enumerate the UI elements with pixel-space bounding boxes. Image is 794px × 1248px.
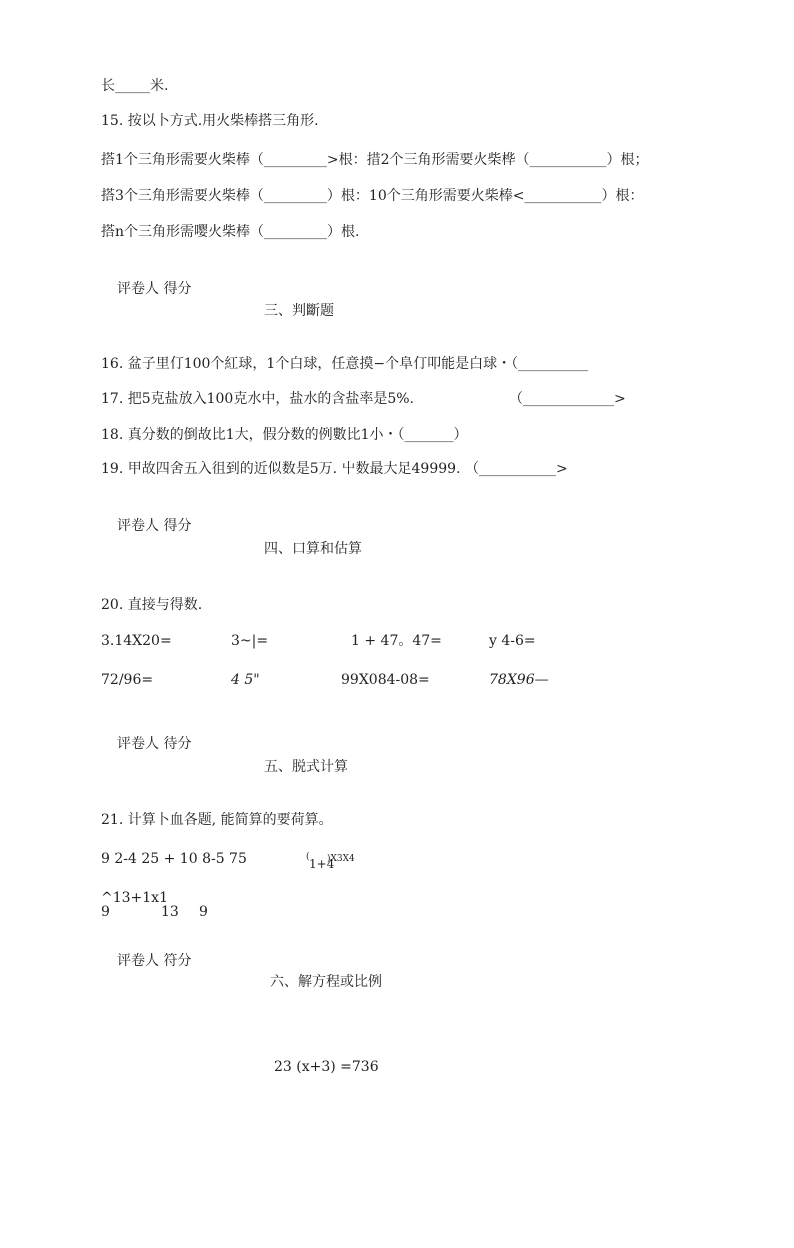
grader-label-3: 评卷人 得分 — [117, 281, 192, 297]
calc-r2-c3: 99X084-08= — [341, 672, 430, 688]
calc-r1-c1: 3.14X20= — [101, 633, 172, 649]
calc-r1-c2: 3~|= — [231, 633, 269, 649]
question-21: 21. 计算卜血各题, 能简算的要荷算。 — [101, 812, 333, 828]
expression-3-den-1: 9 — [101, 904, 110, 920]
calc-r2-c4: 78X96— — [489, 672, 549, 688]
question-20: 20. 直接与得数. — [101, 597, 203, 613]
expression-2-open: ( — [306, 852, 310, 862]
expression-3-den-3: 9 — [199, 904, 208, 920]
question-16: 16. 盆子里仃100个紅球，1个白球，任意摸−个阜仃叩能是白球・（__________ — [101, 356, 589, 372]
question-15-line-3: 搭n个三角形需嘤火柴棒（_________）根. — [101, 224, 360, 240]
calc-r2-c2: 4 5" — [231, 672, 260, 688]
calc-r1-c3: 1 + 47。47= — [351, 633, 442, 649]
expression-3-den-2: 13 — [161, 904, 179, 920]
question-17: 17. 把5克盐放入100克水中，盐水的含盐率是5%. — [101, 391, 415, 407]
grader-label-5: 评卷人 待分 — [117, 736, 192, 752]
question-15-line-1: 搭1个三角形需要火柴棒（_________>根：措2个三角形需要火柴桦（___________）根； — [101, 152, 649, 168]
expression-2-sum: 1+4 — [309, 857, 335, 871]
section-5-title: 五、脱式计算 — [264, 759, 348, 775]
expression-2-tail: )X3X4 — [327, 854, 355, 864]
question-19: 19. 甲故四舍五入徂到的近似数是5万. 屮数最大足49999. （___________> — [101, 461, 568, 477]
section-6-title: 六、解方程或比例 — [270, 974, 382, 990]
calc-r1-c4: y 4-6= — [489, 633, 536, 649]
expression-1: 9 2-4 25 + 10 8-5 75 — [101, 851, 247, 867]
question-15-title: 15. 按以卜方式.用火柴棒搭三角形. — [101, 113, 319, 129]
grader-label-6: 评卷人 符分 — [117, 953, 192, 969]
section-4-title: 四、口算和估算 — [264, 541, 362, 557]
question-15-line-2: 搭3个三角形需要火柴棒（_________）根：10个三角形需要火柴棒<___________）根： — [101, 188, 644, 204]
question-17-blank: （_____________> — [509, 391, 626, 407]
question-18: 18. 真分数的倒故比1大，假分数的例數比1小・（_______） — [101, 427, 468, 443]
expression-3-top: ^13+1x1 — [101, 890, 168, 906]
question-14-tail: 长_____米. — [101, 78, 169, 94]
section-3-title: 三、判斷题 — [264, 303, 334, 319]
equation: 23 (x+3) =736 — [274, 1059, 379, 1075]
calc-r2-c1: 72/96= — [101, 672, 154, 688]
grader-label-4: 评卷人 得分 — [117, 518, 192, 534]
